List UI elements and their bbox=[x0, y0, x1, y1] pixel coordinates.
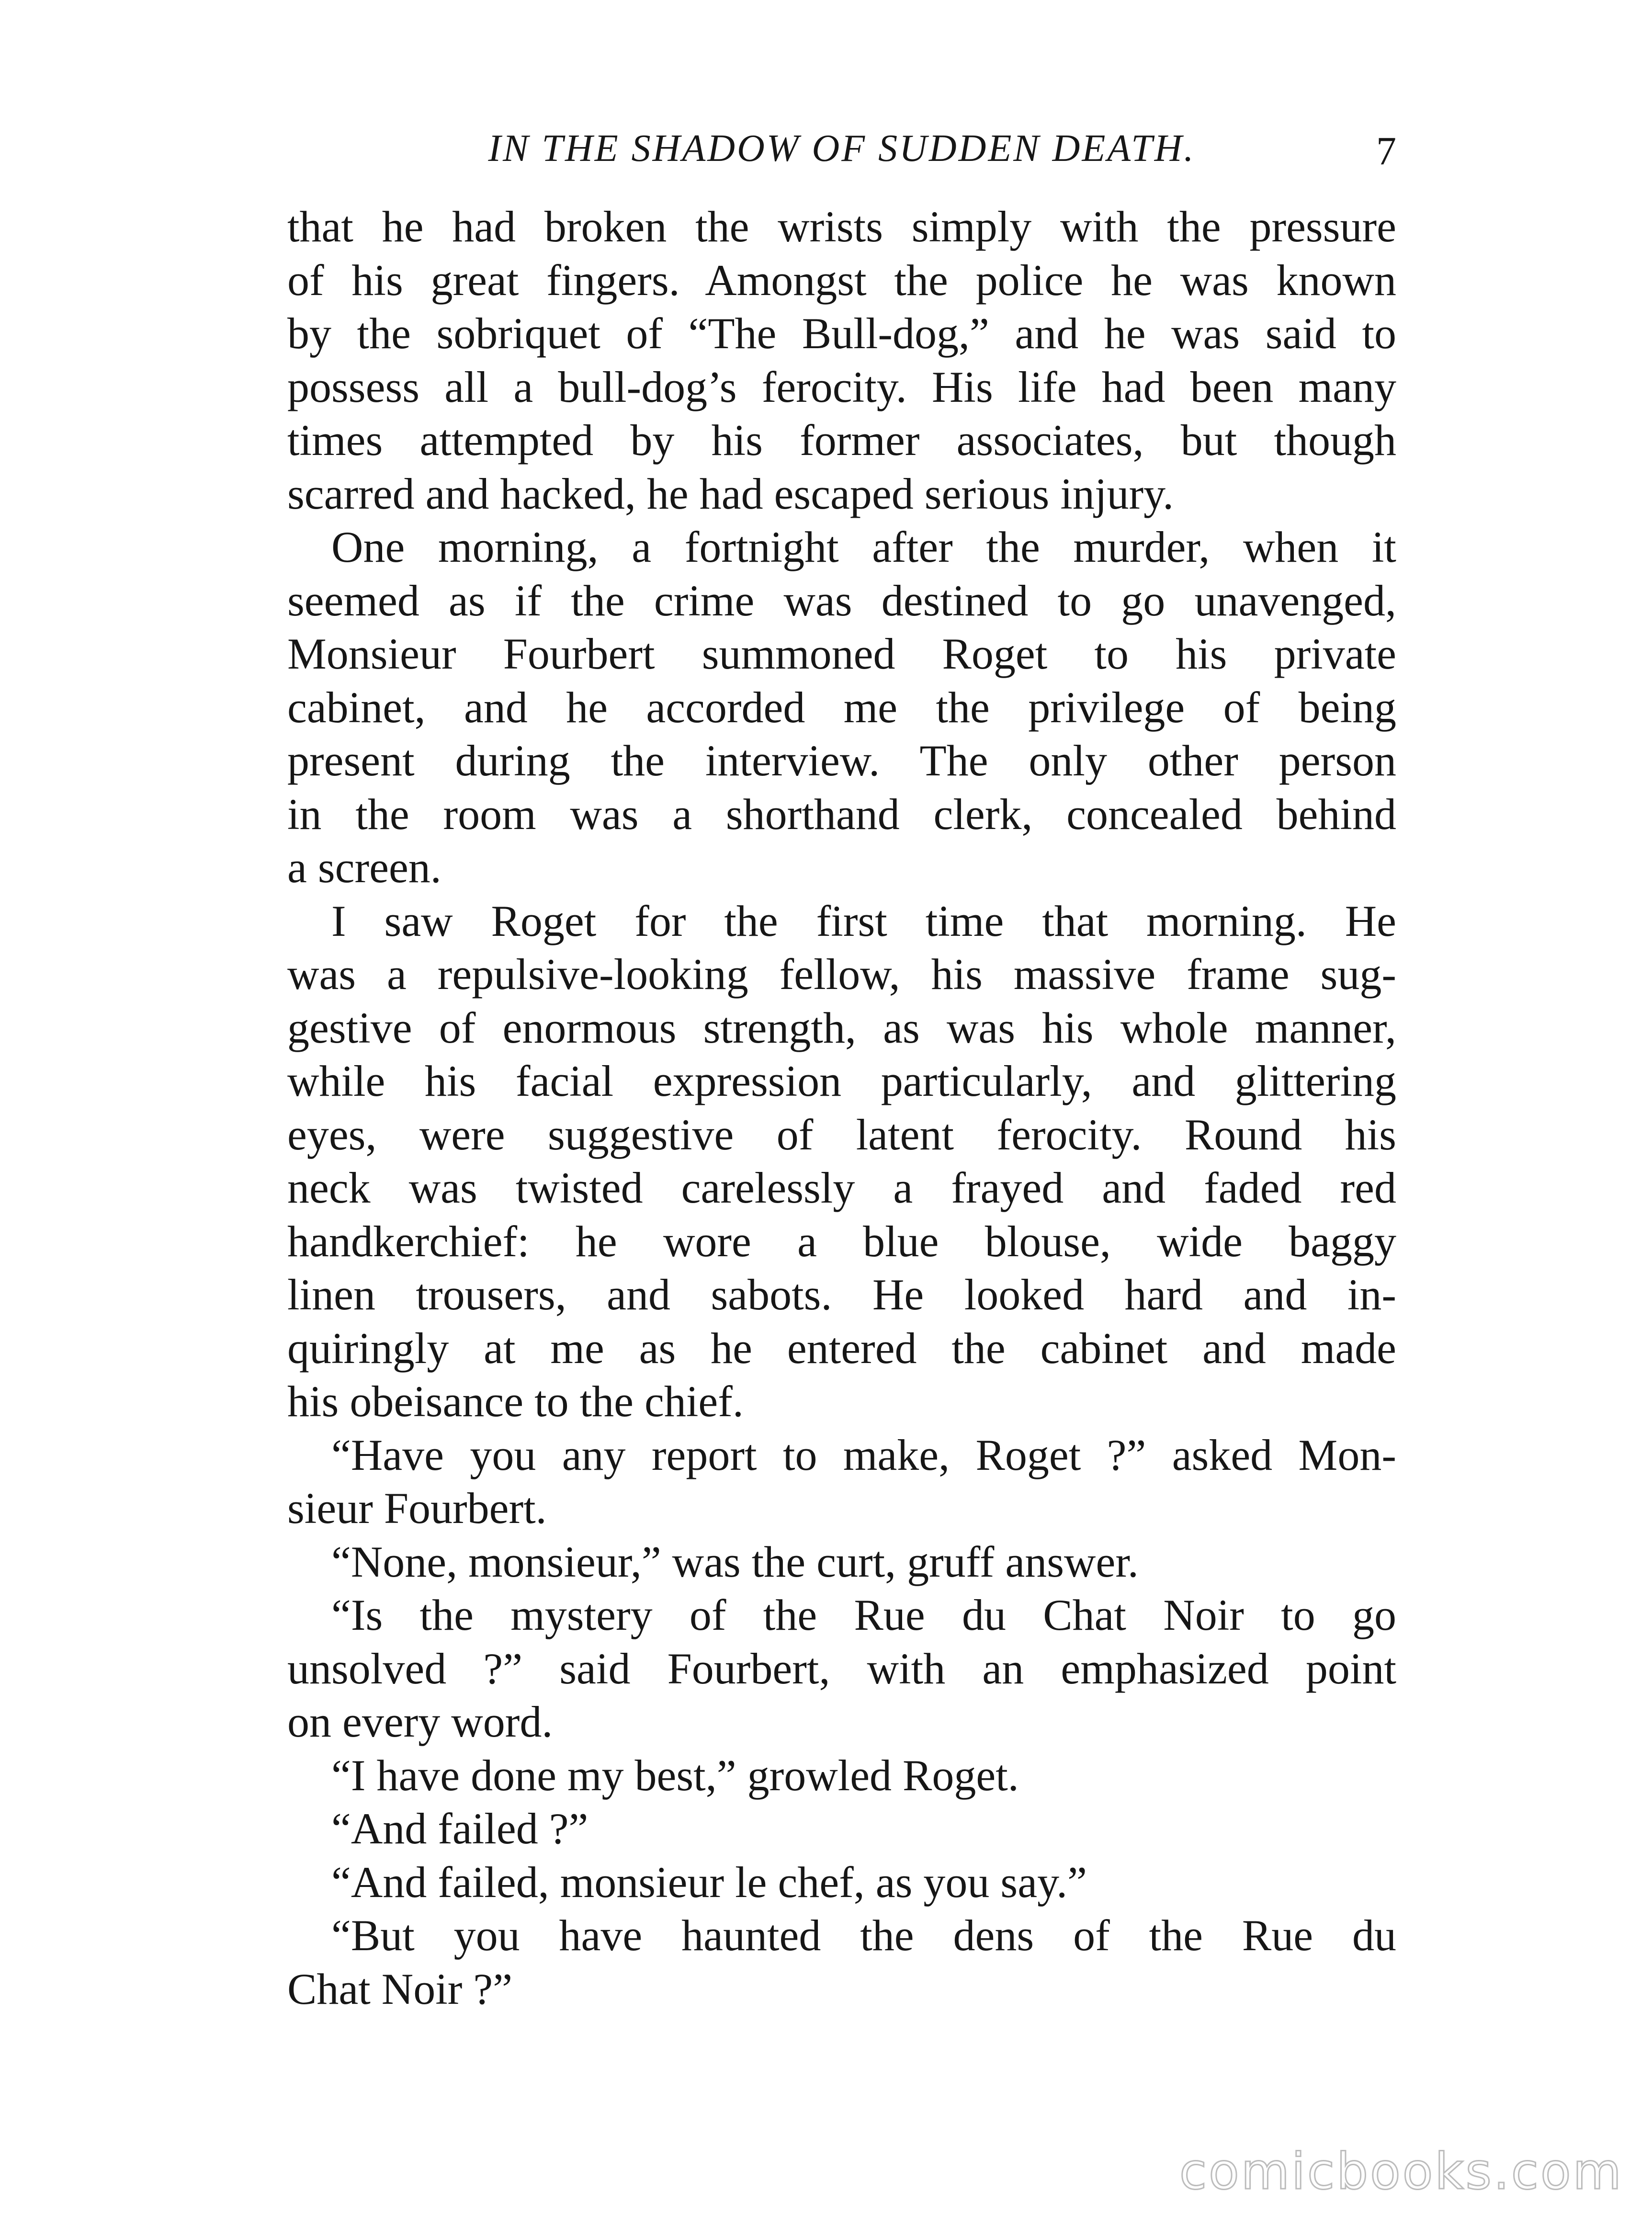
text-line: gestive of enormous strength, as was his whole manner, bbox=[287, 1003, 1396, 1052]
paragraph bbox=[287, 1802, 1396, 1856]
text-line: his obeisance to the chief. bbox=[287, 1377, 744, 1426]
text-line: “And failed ?” bbox=[331, 1804, 588, 1853]
text-line: “But you have haunted the dens of the Rue du bbox=[331, 1911, 1396, 1960]
text-line: sieur Fourbert. bbox=[287, 1484, 547, 1533]
page-number: 7 bbox=[1376, 129, 1396, 173]
text-line: eyes, were suggestive of latent ferocity. Round his bbox=[287, 1110, 1396, 1159]
text-line: was a repulsive-looking fellow, his massive frame sug- bbox=[287, 950, 1396, 999]
text-line: Chat Noir ?” bbox=[287, 1964, 513, 2013]
body-text bbox=[287, 200, 1396, 2016]
text-line: quiringly at me as he entered the cabinet and made bbox=[287, 1323, 1396, 1373]
text-line: neck was twisted carelessly a frayed and faded red bbox=[287, 1163, 1396, 1212]
paragraph bbox=[287, 1856, 1396, 1909]
paragraph bbox=[287, 1909, 1396, 2016]
text-line: times attempted by his former associates, but though bbox=[287, 416, 1396, 465]
text-line: a screen. bbox=[287, 843, 441, 892]
text-line: scarred and hacked, he had escaped serious injury. bbox=[287, 469, 1174, 518]
watermark: comicbooks.com bbox=[1179, 2142, 1623, 2201]
text-line: “And failed, monsieur le chef, as you say.” bbox=[331, 1857, 1087, 1907]
text-line: that he had broken the wrists simply with the pressure bbox=[287, 202, 1396, 251]
text-line: while his facial expression particularly, and glittering bbox=[287, 1057, 1396, 1105]
text-line: “Have you any report to make, Roget ?” asked Mon- bbox=[331, 1430, 1396, 1479]
text-line: One morning, a fortnight after the murder, when it bbox=[331, 523, 1396, 571]
text-line: unsolved ?” said Fourbert, with an emphasized point bbox=[287, 1644, 1396, 1693]
paragraph bbox=[287, 895, 1396, 1429]
text-line: in the room was a shorthand clerk, concealed behind bbox=[287, 789, 1396, 839]
text-line: cabinet, and he accorded me the privilege of being bbox=[287, 682, 1396, 732]
text-line: handkerchief: he wore a blue blouse, wide baggy bbox=[287, 1216, 1396, 1266]
text-line: of his great fingers. Amongst the police he was known bbox=[287, 255, 1396, 305]
text-line: present during the interview. The only other person bbox=[287, 736, 1396, 785]
text-line: “I have done my best,” growled Roget. bbox=[331, 1750, 1019, 1800]
text-line: linen trousers, and sabots. He looked hard and in- bbox=[287, 1270, 1396, 1319]
text-line: I saw Roget for the first time that morning. He bbox=[331, 896, 1396, 945]
text-line: seemed as if the crime was destined to go unavenged, bbox=[287, 576, 1396, 625]
page-header bbox=[287, 120, 1396, 182]
text-line: “None, monsieur,” was the curt, gruff answer. bbox=[331, 1537, 1139, 1586]
paragraph bbox=[287, 1429, 1396, 1535]
paragraph bbox=[287, 1589, 1396, 1749]
paragraph bbox=[287, 521, 1396, 895]
text-line: by the sobriquet of “The Bull-dog,” and he was said to bbox=[287, 309, 1396, 358]
text-line: possess all a bull-dog’s ferocity. His life had been many bbox=[287, 362, 1396, 411]
paragraph bbox=[287, 1749, 1396, 1803]
paragraph bbox=[287, 1535, 1396, 1589]
text-line: Monsieur Fourbert summoned Roget to his private bbox=[287, 629, 1396, 678]
running-title: IN THE SHADOW OF SUDDEN DEATH. bbox=[488, 127, 1196, 170]
text-line: on every word. bbox=[287, 1697, 553, 1746]
paragraph bbox=[287, 200, 1396, 521]
text-line: “Is the mystery of the Rue du Chat Noir to go bbox=[331, 1591, 1396, 1639]
